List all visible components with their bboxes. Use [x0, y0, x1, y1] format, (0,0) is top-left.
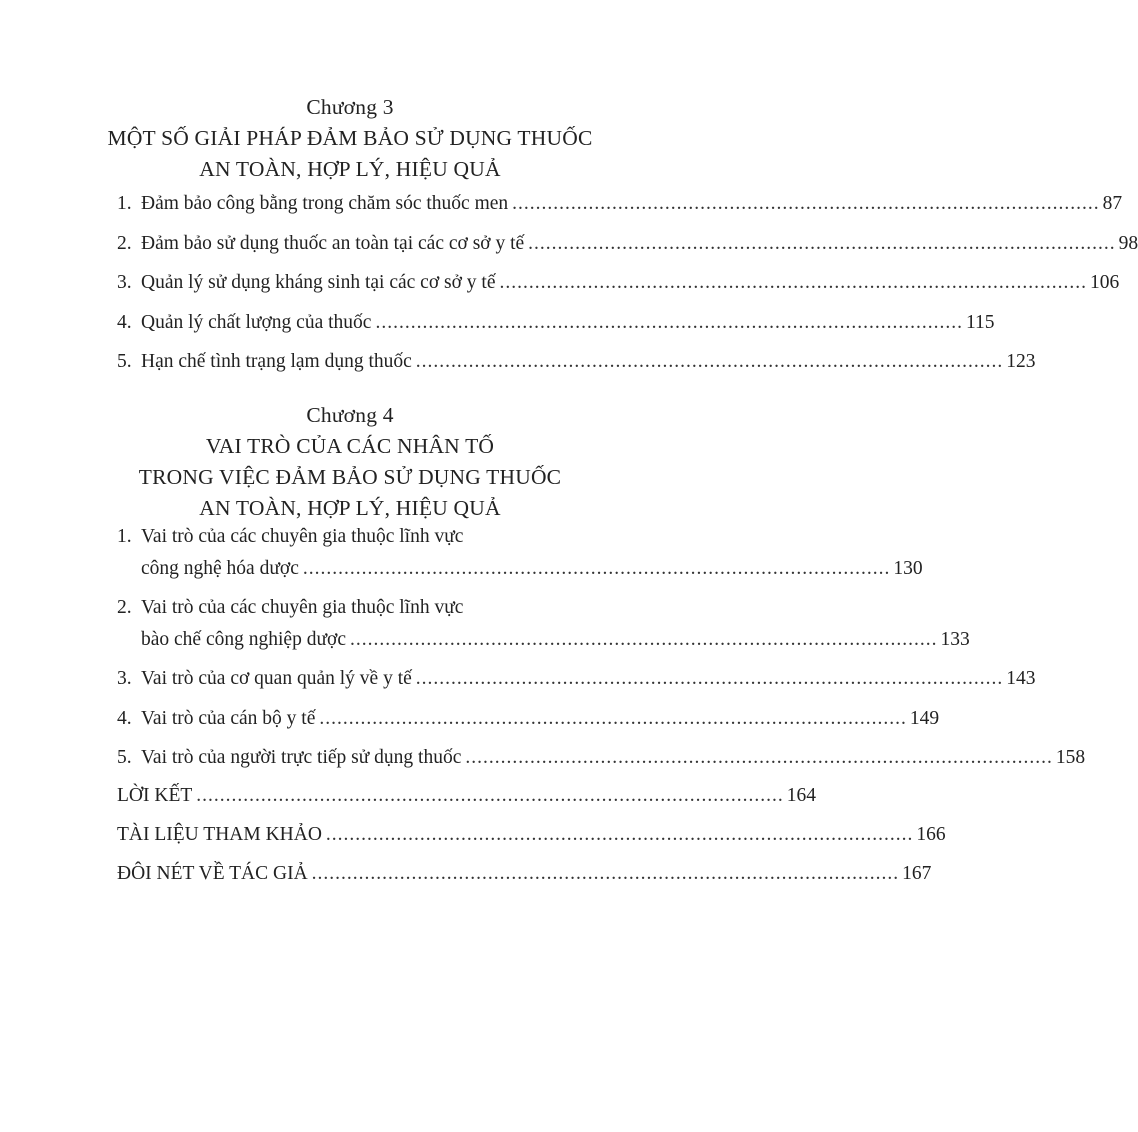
- entry-title: Đảm bảo sử dụng thuốc an toàn tại các cơ sở y tế: [141, 232, 525, 254]
- toc-entry-references[interactable]: [117, 824, 946, 863]
- entry-title: Quản lý chất lượng của thuốc: [141, 311, 372, 333]
- chapter-4-title-line-1: VAI TRÒ CỦA CÁC NHÂN TỐ: [205, 434, 495, 458]
- dot-leader: ....................................................................................................: [415, 668, 1004, 689]
- chapter-3-toc-list: [117, 193, 1138, 391]
- entry-page-number: 149: [909, 707, 940, 729]
- toc-entry-conclusion[interactable]: [117, 785, 817, 824]
- toc-entry-4-5[interactable]: [117, 747, 1086, 787]
- entry-page-number: 115: [965, 311, 995, 333]
- toc-entry-4-1[interactable]: [117, 526, 923, 597]
- entry-title-line-1: Vai trò của các chuyên gia thuộc lĩnh vực: [141, 597, 464, 618]
- dot-leader: ....................................................................................................: [196, 785, 784, 806]
- dot-leader: ....................................................................................................: [349, 629, 938, 650]
- dot-leader: ....................................................................................................: [325, 824, 914, 845]
- entry-title: Vai trò của cán bộ y tế: [141, 707, 316, 729]
- dot-leader: ....................................................................................................: [311, 863, 900, 884]
- dot-leader: ....................................................................................................: [512, 193, 1100, 214]
- entry-title-line-2: công nghệ hóa dược: [141, 558, 299, 579]
- entry-page-number: 130: [893, 558, 923, 579]
- chapter-4-title-line-3: AN TOÀN, HỢP LÝ, HIỆU QUẢ: [199, 496, 501, 520]
- dot-leader: ....................................................................................................: [319, 707, 907, 729]
- entry-number: 1.: [117, 193, 132, 214]
- entry-number: 4.: [117, 311, 132, 333]
- entry-number: 5.: [117, 351, 132, 372]
- toc-entry-3-4[interactable]: [117, 311, 995, 352]
- entry-page-number: 123: [1006, 351, 1036, 372]
- entry-title: ĐÔI NÉT VỀ TÁC GIẢ: [117, 863, 308, 884]
- entry-page-number: 87: [1102, 193, 1123, 214]
- chapter-3-title-line-2: AN TOÀN, HỢP LÝ, HIỆU QUẢ: [199, 157, 501, 181]
- entry-number: 5.: [117, 747, 132, 768]
- chapter-3-title-line-1: MỘT SỐ GIẢI PHÁP ĐẢM BẢO SỬ DỤNG THUỐC: [107, 126, 593, 150]
- entry-number: 2.: [117, 597, 132, 618]
- dot-leader: ....................................................................................................: [375, 311, 963, 333]
- chapter-3-number: Chương 3: [306, 95, 394, 119]
- dot-leader: ....................................................................................................: [528, 232, 1116, 254]
- toc-entry-3-3[interactable]: [117, 272, 1120, 312]
- toc-entry-3-2[interactable]: [117, 232, 1138, 273]
- entry-page-number: 143: [1006, 668, 1036, 689]
- entry-page-number: 167: [902, 863, 932, 884]
- chapter-4-heading: [0, 400, 700, 524]
- entry-page-number: 158: [1055, 747, 1086, 768]
- entry-page-number: 164: [786, 785, 817, 806]
- toc-entry-4-2[interactable]: [117, 597, 970, 668]
- entry-title: Đảm bảo công bằng trong chăm sóc thuốc men: [141, 193, 509, 214]
- entry-number: 2.: [117, 232, 132, 254]
- entry-number: 4.: [117, 707, 132, 729]
- entry-page-number: 106: [1090, 272, 1120, 293]
- toc-entry-3-1[interactable]: [117, 193, 1123, 233]
- entry-number: 3.: [117, 272, 132, 293]
- entry-number: 3.: [117, 668, 132, 689]
- dot-leader: ....................................................................................................: [302, 558, 891, 579]
- entry-title: LỜI KẾT: [117, 785, 193, 806]
- entry-title: Hạn chế tình trạng lạm dụng thuốc: [141, 351, 412, 372]
- back-matter-list: [117, 785, 946, 902]
- dot-leader: ....................................................................................................: [499, 272, 1087, 293]
- entry-page-number: 133: [940, 629, 970, 650]
- dot-leader: ....................................................................................................: [465, 747, 1053, 768]
- toc-entry-4-4[interactable]: [117, 707, 940, 748]
- entry-page-number: 98: [1118, 232, 1138, 254]
- toc-entry-about-author[interactable]: [117, 863, 932, 902]
- dot-leader: ....................................................................................................: [415, 351, 1004, 372]
- chapter-4-number: Chương 4: [306, 403, 394, 427]
- toc-entry-3-5[interactable]: [117, 351, 1036, 391]
- chapter-3-heading: [0, 92, 700, 185]
- entry-page-number: 166: [916, 824, 946, 845]
- toc-entry-4-3[interactable]: [117, 668, 1036, 708]
- entry-title-line-2: bào chế công nghiệp dược: [141, 629, 346, 650]
- entry-title-line-1: Vai trò của các chuyên gia thuộc lĩnh vực: [141, 526, 464, 547]
- chapter-4-toc-list: [117, 526, 1086, 787]
- entry-title: Quản lý sử dụng kháng sinh tại các cơ sở y tế: [141, 272, 496, 293]
- entry-title: Vai trò của người trực tiếp sử dụng thuốc: [141, 747, 462, 768]
- entry-title: TÀI LIỆU THAM KHẢO: [117, 824, 322, 845]
- chapter-4-title-line-2: TRONG VIỆC ĐẢM BẢO SỬ DỤNG THUỐC: [138, 465, 562, 489]
- entry-number: 1.: [117, 526, 132, 547]
- entry-title: Vai trò của cơ quan quản lý về y tế: [141, 668, 412, 689]
